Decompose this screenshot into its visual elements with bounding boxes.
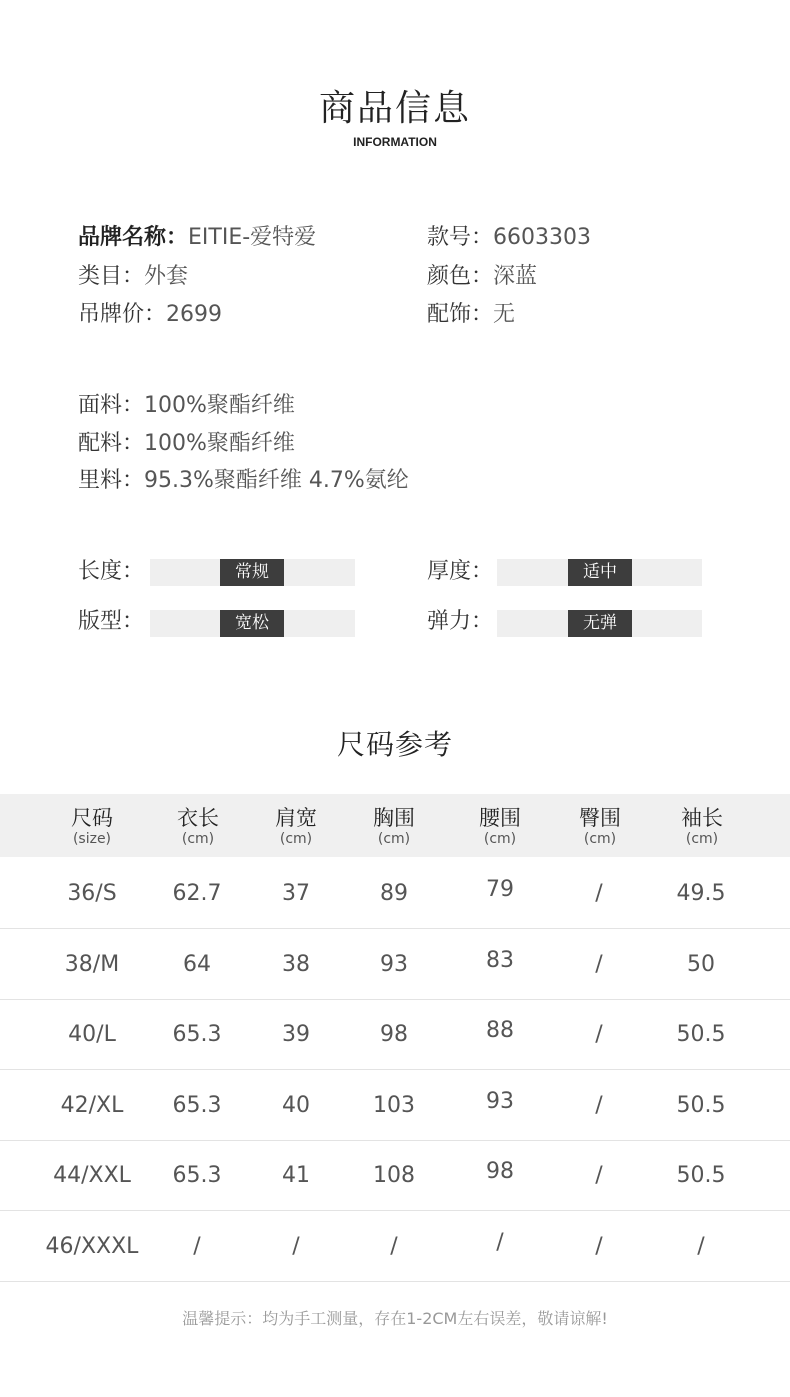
color-row <box>427 262 537 292</box>
lining-key: 里料： <box>78 468 145 493</box>
column-header-sleeve <box>652 794 752 857</box>
column-header-length <box>148 794 248 857</box>
column-header-hip <box>550 794 650 857</box>
style-no-row <box>427 223 591 253</box>
brand-key: 品牌名称： <box>78 225 189 250</box>
page-subtitle: INFORMATION <box>353 135 437 149</box>
column-header-unit: (cm) <box>377 831 411 847</box>
accessory-row <box>427 300 515 330</box>
cell-sleeve: 50 <box>687 952 715 977</box>
cell-chest: 108 <box>373 1163 415 1188</box>
cell-length: / <box>193 1234 201 1259</box>
cell-hip: / <box>595 1163 603 1188</box>
cell-sleeve: 49.5 <box>676 881 726 906</box>
column-header-shoulder <box>246 794 346 857</box>
cell-waist: 93 <box>486 1089 514 1114</box>
lining-value: 95.3%聚酯纤维 4.7%氨纶 <box>144 468 409 493</box>
fit-label: 版型： <box>78 609 145 634</box>
cell-size: 38/M <box>64 952 120 977</box>
fit-indicator: 宽松 <box>220 610 284 637</box>
column-header-label: 胸围 <box>373 806 415 830</box>
cell-size: 44/XXL <box>53 1163 131 1188</box>
cell-shoulder: 39 <box>282 1022 310 1047</box>
color-key: 颜色： <box>427 264 494 289</box>
cell-length: 65.3 <box>172 1093 222 1118</box>
cell-length: 65.3 <box>172 1163 222 1188</box>
cell-hip: / <box>595 952 603 977</box>
cell-waist: / <box>496 1230 504 1255</box>
size-chart-title: 尺码参考 <box>336 728 453 761</box>
info-title-block <box>0 86 790 150</box>
column-header-label: 臀围 <box>579 806 621 830</box>
cell-hip: / <box>595 1022 603 1047</box>
column-header-unit: (size) <box>72 831 112 847</box>
trim-key: 配料： <box>78 431 145 456</box>
color-value: 深蓝 <box>493 264 538 289</box>
page-title: 商品信息 <box>318 88 471 129</box>
cell-shoulder: 40 <box>282 1093 310 1118</box>
column-header-waist <box>450 794 550 857</box>
cell-chest: 89 <box>380 881 408 906</box>
column-header-unit: (cm) <box>483 831 517 847</box>
table-row <box>0 929 790 1000</box>
cell-length: 65.3 <box>172 1022 222 1047</box>
cell-waist: 98 <box>486 1159 514 1184</box>
price-key: 吊牌价： <box>78 302 167 327</box>
length-scale <box>150 559 355 586</box>
column-header-label: 腰围 <box>479 806 521 830</box>
cell-sleeve: 50.5 <box>676 1093 726 1118</box>
fit-scale <box>150 610 355 637</box>
cell-waist: 88 <box>486 1018 514 1043</box>
table-row <box>0 1140 790 1211</box>
column-header-label: 衣长 <box>177 806 219 830</box>
column-header-unit: (cm) <box>181 831 215 847</box>
cell-length: 62.7 <box>172 881 222 906</box>
elasticity-scale <box>497 610 702 637</box>
elasticity-indicator: 无弹 <box>568 610 632 637</box>
cell-sleeve: 50.5 <box>676 1163 726 1188</box>
thickness-label: 厚度： <box>427 559 494 584</box>
cell-hip: / <box>595 1234 603 1259</box>
thickness-scale <box>497 559 702 586</box>
accessory-key: 配饰： <box>427 302 494 327</box>
brand-row <box>78 223 316 253</box>
price-row <box>78 300 222 330</box>
trim-row <box>78 429 295 459</box>
cell-shoulder: 41 <box>282 1163 310 1188</box>
brand-value: EITIE-爱特爱 <box>188 225 317 250</box>
style-no-value: 6603303 <box>493 225 591 250</box>
price-value: 2699 <box>166 302 223 327</box>
cell-shoulder: / <box>292 1234 300 1259</box>
cell-chest: 98 <box>380 1022 408 1047</box>
table-row <box>0 1211 790 1282</box>
category-key: 类目： <box>78 264 145 289</box>
column-header-chest <box>344 794 444 857</box>
category-value: 外套 <box>144 264 189 289</box>
cell-chest: 93 <box>380 952 408 977</box>
fabric-key: 面料： <box>78 393 145 418</box>
cell-length: 64 <box>183 952 211 977</box>
thickness-indicator: 适中 <box>568 559 632 586</box>
cell-size: 36/S <box>67 881 117 906</box>
style-no-key: 款号： <box>427 225 494 250</box>
column-header-unit: (cm) <box>279 831 313 847</box>
cell-chest: / <box>390 1234 398 1259</box>
table-row <box>0 858 790 929</box>
column-header-size <box>42 794 142 857</box>
cell-shoulder: 37 <box>282 881 310 906</box>
column-header-unit: (cm) <box>583 831 617 847</box>
cell-hip: / <box>595 1093 603 1118</box>
size-table-header <box>0 794 790 857</box>
column-header-label: 肩宽 <box>275 806 317 830</box>
cell-sleeve: 50.5 <box>676 1022 726 1047</box>
cell-size: 40/L <box>68 1022 116 1047</box>
column-header-label: 尺码 <box>71 806 113 830</box>
length-label: 长度： <box>78 559 145 584</box>
column-header-label: 袖长 <box>681 806 723 830</box>
cell-shoulder: 38 <box>282 952 310 977</box>
column-header-unit: (cm) <box>685 831 719 847</box>
fabric-value: 100%聚酯纤维 <box>144 393 295 418</box>
length-indicator: 常规 <box>220 559 284 586</box>
cell-size: 42/XL <box>60 1093 124 1118</box>
lining-row <box>78 466 409 496</box>
cell-hip: / <box>595 881 603 906</box>
fabric-row <box>78 391 295 421</box>
table-row <box>0 1070 790 1141</box>
elasticity-label: 弹力： <box>427 609 494 634</box>
cell-chest: 103 <box>373 1093 415 1118</box>
measurement-note: 温馨提示：均为手工测量，存在1-2CM左右误差，敬请谅解! <box>182 1309 608 1328</box>
table-row <box>0 999 790 1070</box>
category-row <box>78 262 188 292</box>
cell-waist: 83 <box>486 948 514 973</box>
cell-waist: 79 <box>486 877 514 902</box>
trim-value: 100%聚酯纤维 <box>144 431 295 456</box>
cell-sleeve: / <box>697 1234 705 1259</box>
cell-size: 46/XXXL <box>45 1234 139 1259</box>
accessory-value: 无 <box>493 302 516 327</box>
